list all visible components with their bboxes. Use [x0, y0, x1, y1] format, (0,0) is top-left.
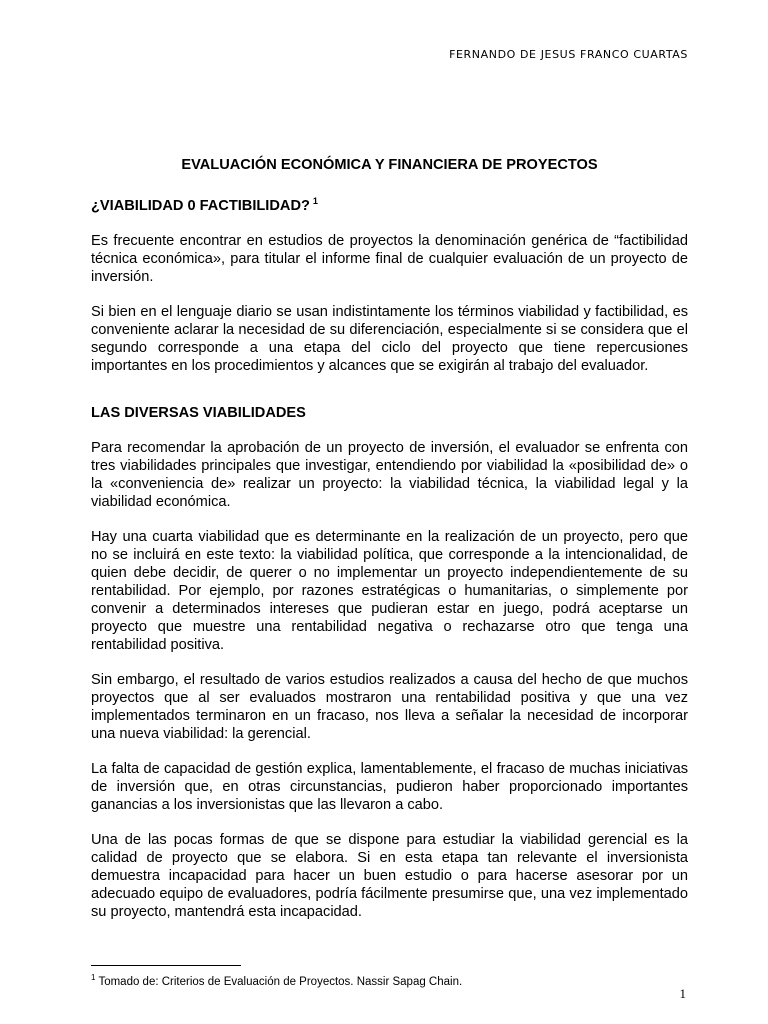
footnote-marker: 1: [91, 973, 96, 982]
paragraph: Es frecuente encontrar en estudios de proyectos la denominación genérica de “factibilidad técnica económica», para titular el informe final de cualquier evaluación de un proyecto de inversión.: [91, 232, 688, 285]
paragraph: Si bien en el lenguaje diario se usan indistintamente los términos viabilidad y factibilidad, es conveniente aclarar la necesidad de su diferenciación, especialmente si se considera que el segundo corresponde a una etapa del ciclo del proyecto que tiene repercusiones importantes en los procedimientos y alcances que se exigirán al trabajo del evaluador.: [91, 303, 688, 374]
footnote-reference[interactable]: 1: [312, 196, 318, 206]
page-number: 1: [679, 986, 686, 1001]
section-heading-diversas-viabilidades: LAS DIVERSAS VIABILIDADES: [91, 404, 306, 421]
paragraph: La falta de capacidad de gestión explica, lamentablemente, el fracaso de muchas iniciativas de inversión que, en otras circunstancias, pudieron haber proporcionado importantes ganancias a los inversionistas que las llevaron a cabo.: [91, 760, 688, 813]
document-body: [91, 156, 688, 938]
footnote: [91, 971, 462, 989]
paragraph: Para recomendar la aprobación de un proyecto de inversión, el evaluador se enfrenta con tres viabilidades principales que investigar, entendiendo por viabilidad la «posibilidad de» o la «conveniencia de» realizar un proyecto: la viabilidad técnica, la viabilidad legal y la viabilidad económica.: [91, 439, 688, 510]
running-header-author: FERNANDO DE JESUS FRANCO CUARTAS: [449, 48, 688, 61]
footnote-separator: [91, 965, 241, 966]
document-title: EVALUACIÓN ECONÓMICA Y FINANCIERA DE PROYECTOS: [181, 157, 598, 173]
paragraph: Hay una cuarta viabilidad que es determinante en la realización de un proyecto, pero que no se incluirá en este texto: la viabilidad política, que corresponde a la intencionalidad, de quien debe decidir, de querer o no implementar un proyecto independientemente de su rentabilidad. Por ejemplo, por razones estratégicas o humanitarias, o simplemente por convenir a determinados intereses que pudieran estar en juego, podrá aceptarse un proyecto que muestre una rentabilidad negativa o rechazarse otro que tenga una rentabilidad positiva.: [91, 528, 688, 653]
footnote-text: Tomado de: Criterios de Evaluación de Proyectos. Nassir Sapag Chain.: [98, 975, 463, 988]
paragraph: Sin embargo, el resultado de varios estudios realizados a causa del hecho de que muchos proyectos que al ser evaluados mostraron una rentabilidad positiva y que una vez implementados terminaron en un fracaso, nos lleva a señalar la necesidad de incorporar una nueva viabilidad: la gerencial.: [91, 671, 688, 742]
paragraph: Una de las pocas formas de que se dispone para estudiar la viabilidad gerencial es la calidad de proyecto que se elabora. Si en esta etapa tan relevante el inversionista demuestra incapacidad para hacer un buen estudio o para hacerse asesorar por un adecuado equipo de evaluadores, podría fácilmente presumirse que, una vez implementado su proyecto, mantendrá esta incapacidad.: [91, 831, 688, 920]
section-heading-text: ¿VIABILIDAD 0 FACTIBILIDAD?: [91, 197, 310, 214]
section-heading-viabilidad: [91, 192, 688, 215]
